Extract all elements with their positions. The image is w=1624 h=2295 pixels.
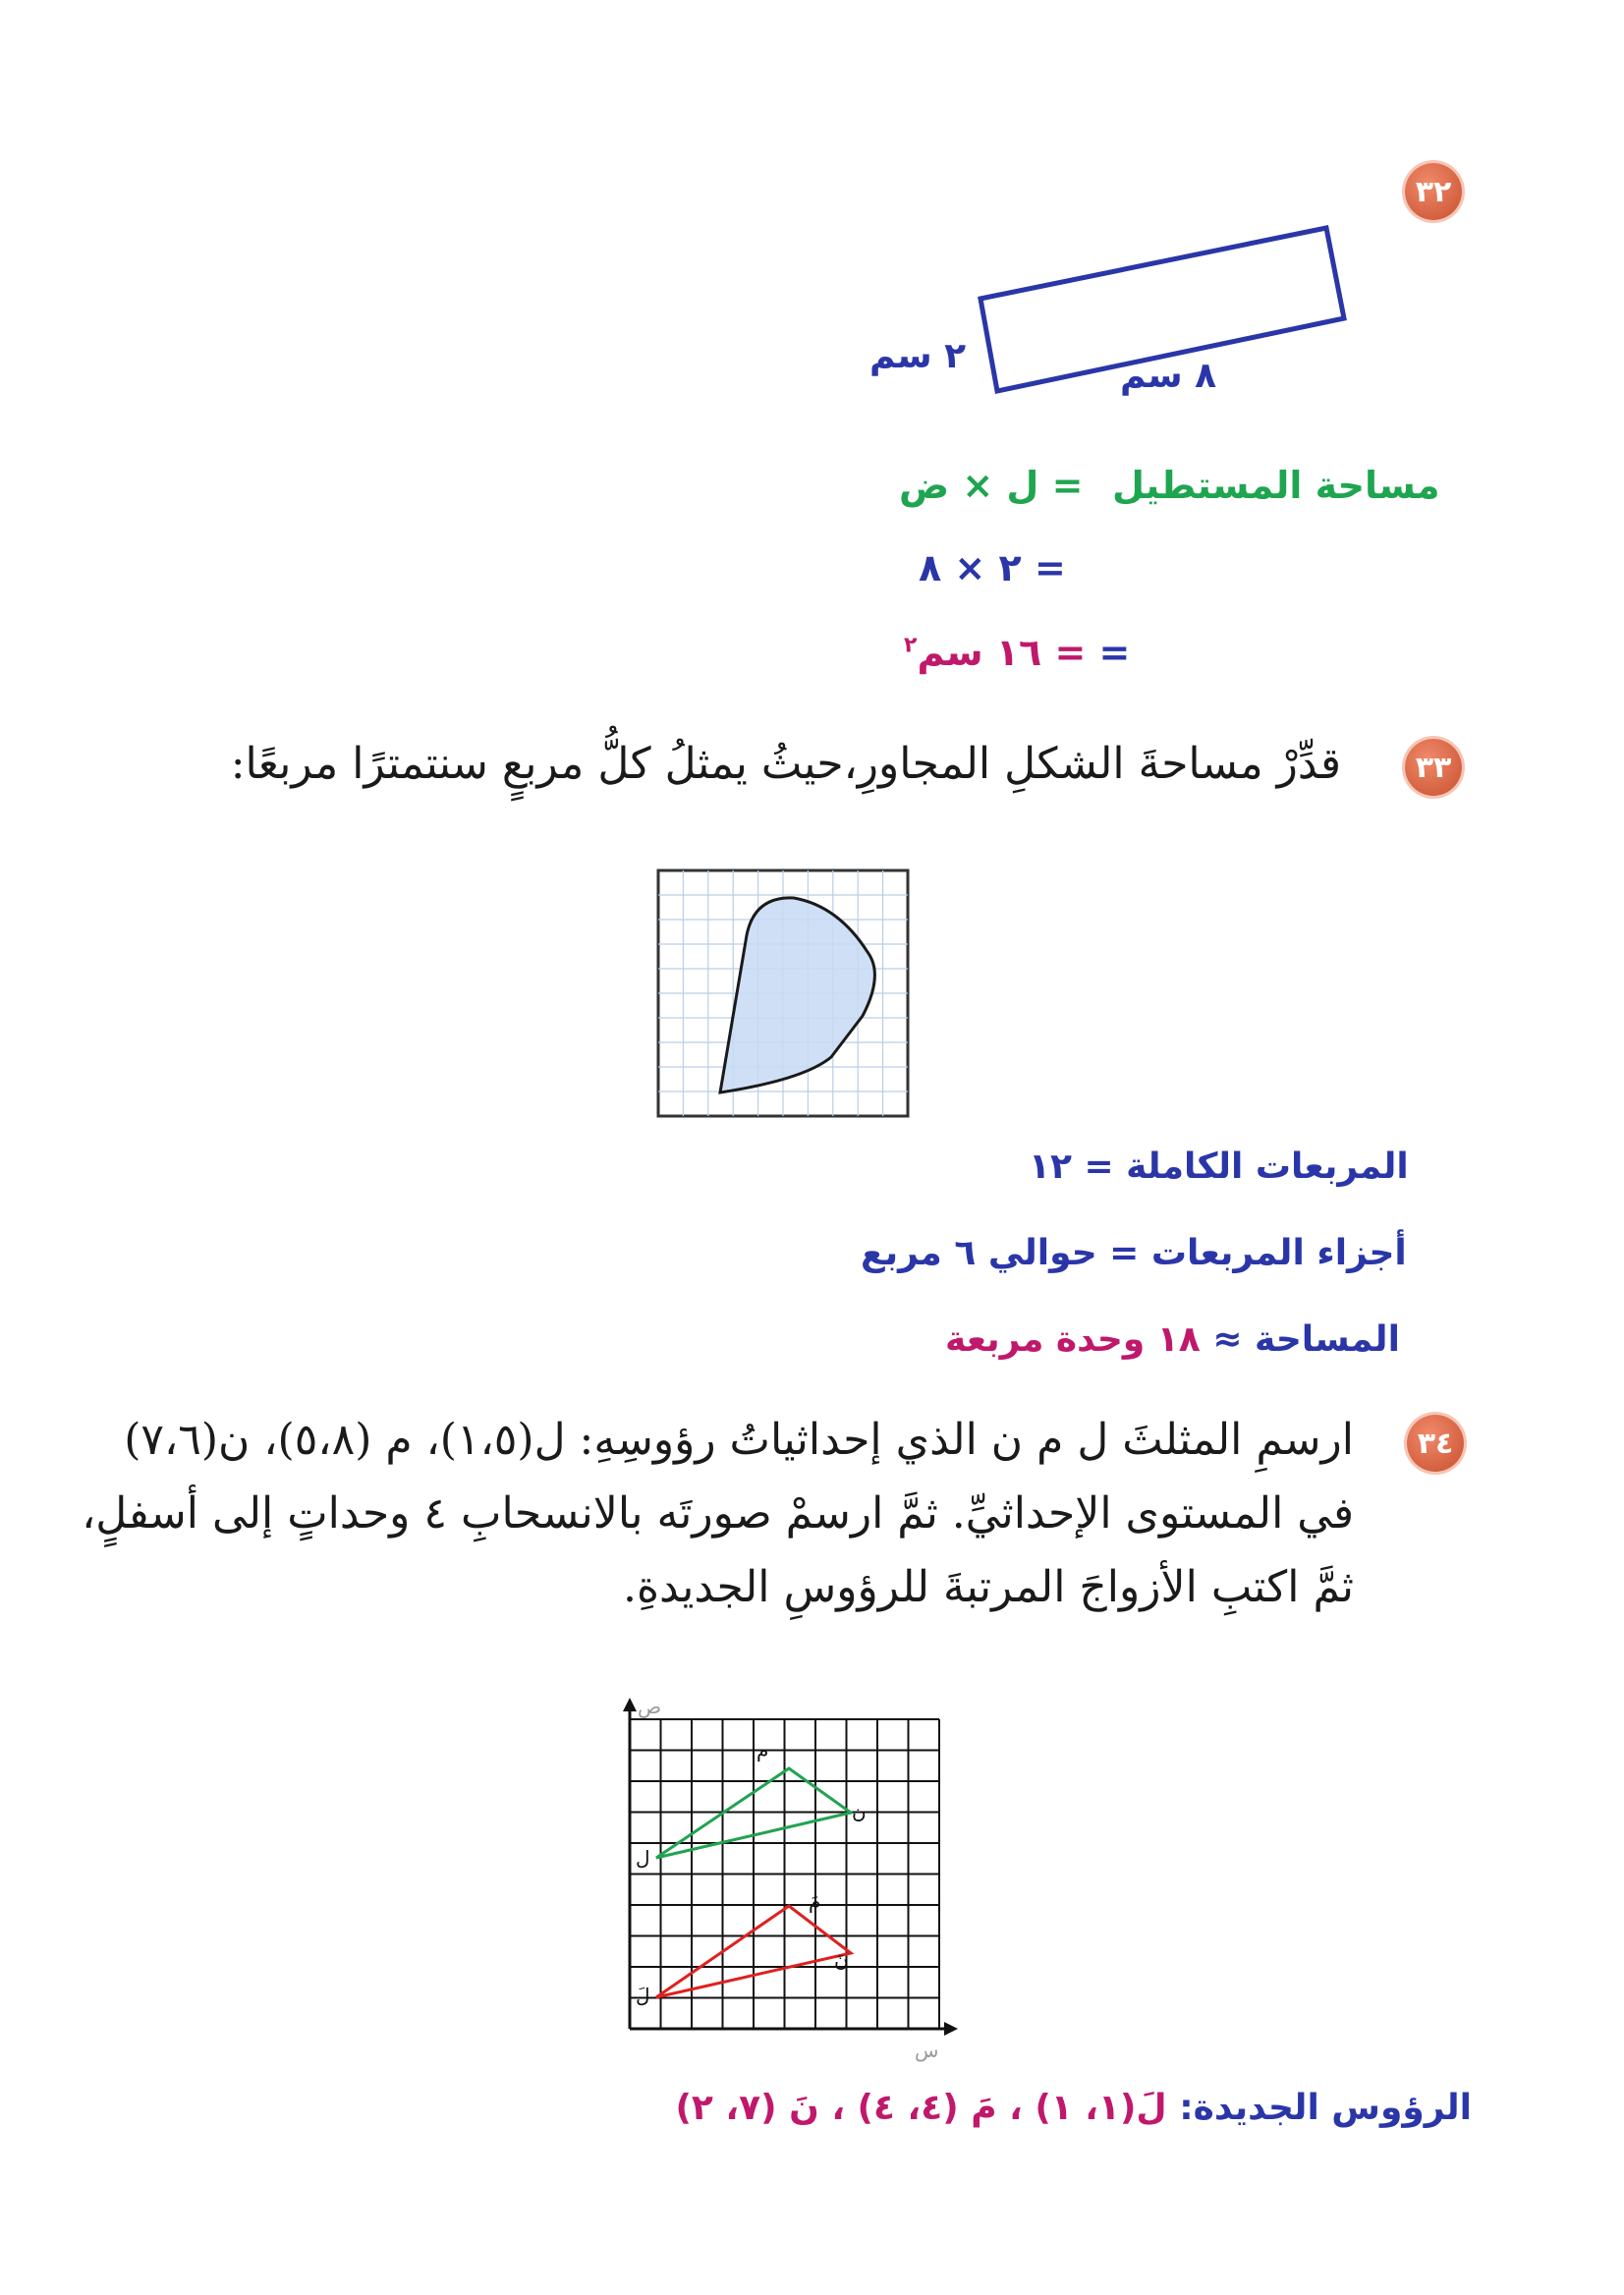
y-axis <box>623 1698 637 2029</box>
vertex-label-L: ل <box>636 1846 650 1870</box>
question-34-line-1: ارسمِ المثلثَ ل م ن الذي إحداثياتُ رؤوسِهِ: ل(١،٥)، م (٥،٨)، ن(٧،٦) <box>124 1415 1354 1465</box>
question-33-badge: ٣٣ <box>1405 739 1462 796</box>
vertex-label-N: ن <box>852 1800 867 1823</box>
question-34-line-2: في المستوى الإحداثيِّ. ثمَّ ارسمْ صورتَه بالانسحابِ ٤ وحداتٍ إلى أسفلٍ، <box>82 1488 1354 1539</box>
question-33-prompt: قدِّرْ مساحةَ الشكلِ المجاورِ،حيثُ يمثلُ كلُّ مربعٍ سنتمترًا مربعًا: <box>230 739 1341 789</box>
estimated-area-label: المساحة ≈ <box>1212 1319 1400 1360</box>
coordinate-plane <box>594 1690 968 2063</box>
new-vertices-value: لَ(١، ١) ، مَ (٤، ٤) ، نَ (٧، ٢) <box>675 2088 1167 2128</box>
area-result-eq: = <box>1098 631 1131 674</box>
vertex-label-N-prime: نَ <box>834 1948 849 1972</box>
rectangle-short-side-label: ٢ سم <box>869 336 967 376</box>
vertex-label-M: م <box>756 1738 769 1762</box>
area-step-3 <box>904 631 1130 674</box>
rectangle-long-side-label: ٨ سم <box>1120 356 1217 396</box>
new-vertices-label: الرؤوس الجديدة: <box>1179 2088 1472 2128</box>
estimate-area-grid <box>656 868 912 1120</box>
question-34-line-3: ثمَّ اكتبِ الأزواجَ المرتبةَ للرؤوسِ الجديدةِ. <box>623 1562 1354 1612</box>
estimated-area-value: ١٨ وحدة مربعة <box>945 1319 1201 1360</box>
full-squares-count: المربعات الكاملة = ١٢ <box>1029 1147 1409 1187</box>
question-34-badge: ٣٤ <box>1407 1415 1464 1472</box>
area-formula-expr: = ل × ض <box>899 464 1084 507</box>
vertex-label-L-prime: لَ <box>636 1984 650 2007</box>
area-formula-label: مساحة المستطيل <box>1112 464 1440 507</box>
area-result-exponent: ٢ <box>904 633 918 658</box>
x-axis-label: س <box>915 2039 939 2062</box>
vertex-label-M-prime: مَ <box>809 1889 821 1913</box>
area-step-2: = ٢ × ٨ <box>919 546 1066 589</box>
y-axis-label: ص <box>638 1695 662 1718</box>
estimated-area <box>945 1319 1400 1360</box>
question-32-badge: ٣٢ <box>1405 163 1462 220</box>
area-result: = ١٦ سم <box>917 631 1087 674</box>
new-vertices-answer <box>675 2088 1472 2128</box>
partial-squares-count: أجزاء المربعات = حوالي ٦ مربع <box>861 1233 1407 1273</box>
